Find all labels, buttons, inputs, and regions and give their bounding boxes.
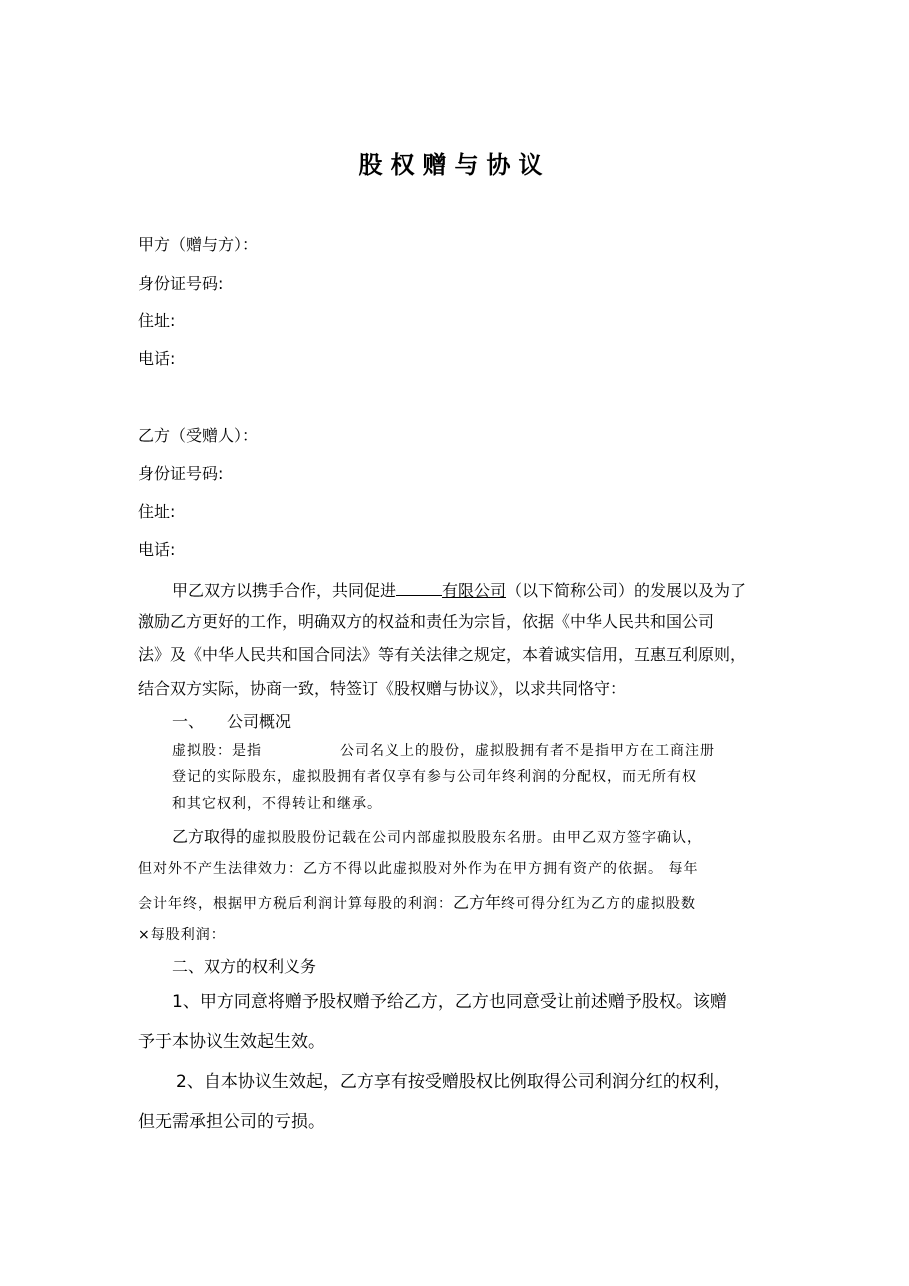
- section-1-para-2-line-3-end: 终可得分红为乙方的虚拟股数: [501, 896, 697, 912]
- section-2-item-1-line-1: 1、甲方同意将赠予股权赠予给乙方，乙方也同意受让前述赠予股权。该赠: [172, 992, 727, 1012]
- virtual-share-definition-rest: 公司名义上的股份，虚拟股拥有者不是指甲方在工商注册: [340, 743, 715, 759]
- virtual-share-definition-line-2: 登记的实际股东，虚拟股拥有者仅享有参与公司年终利润的分配权，而无所有权: [172, 769, 697, 785]
- party-a-phone-label: 电话:: [138, 349, 176, 368]
- preamble-line-1-end: （以下简称公司）的发展以及为了: [506, 581, 747, 600]
- party-b-heading: 乙方（受赠人）：: [138, 426, 259, 445]
- preamble-line-1: [172, 580, 746, 599]
- party-b-phone-label: 电话:: [138, 540, 176, 559]
- document-title: 股权赠与协议: [358, 151, 551, 179]
- party-b-address-label: 住址:: [138, 502, 176, 521]
- party-a-id-label: 身份证号码:: [138, 274, 224, 293]
- virtual-share-definition-start: 虚拟股：是指: [172, 743, 262, 759]
- party-a-address-label: 住址:: [138, 311, 176, 330]
- party-b-id-label: 身份证号码:: [138, 464, 224, 483]
- preamble-line-4: 结合双方实际，协商一致，特签订《股权赠与协议》，以求共同恪守：: [138, 679, 627, 698]
- virtual-share-definition-line-3: 和其它权利，不得转让和继承。: [172, 796, 382, 812]
- company-name-blank: [396, 580, 442, 596]
- preamble-line-2: 激励乙方更好的工作，明确双方的权益和责任为宗旨，依据《中华人民共和国公司: [138, 612, 715, 631]
- preamble-line-3: 法》及《中华人民共和国合同法》等有关法律之规定，本着诚实信用，互惠互利原则，: [138, 645, 747, 664]
- section-1-number: 一、: [172, 712, 205, 731]
- section-1-para-2-line-1: [172, 829, 702, 845]
- section-1-para-2-line-2: 但对外不产生法律效力：乙方不得以此虚拟股对外作为在甲方拥有资产的依据。 每年: [138, 861, 699, 877]
- section-1-para-2-line-4: ×每股利润：: [138, 927, 226, 943]
- section-1-para-2-line-3: [138, 895, 696, 911]
- section-2-item-1-line-2: 予于本协议生效起生效。: [138, 1032, 325, 1052]
- section-1-para-2-line-3-start: 会计年终，根据甲方税后利润计算每股的利润：: [138, 896, 453, 912]
- section-2-heading: 二、双方的权利义务: [172, 957, 317, 976]
- section-1-para-2-line-1-rest: 虚拟股股份记载在公司内部虚拟股股东名册。由甲乙双方签字确认，: [252, 830, 703, 846]
- section-2-item-2-line-2: 但无需承担公司的亏损。: [138, 1112, 325, 1132]
- section-1-para-2-lead: 乙方取得的: [172, 827, 253, 846]
- party-a-heading: 甲方（赠与方）：: [138, 235, 259, 254]
- section-1-heading: 公司概况: [227, 712, 292, 731]
- section-2-item-2-line-1: 2、自本协议生效起，乙方享有按受赠股权比例取得公司利润分红的权利，: [176, 1072, 731, 1092]
- section-1-para-2-line-3-mid: 乙方年: [453, 893, 502, 912]
- company-name-suffix: 有限公司: [442, 581, 507, 600]
- preamble-line-1-start: 甲乙双方以携手合作，共同促进: [172, 581, 397, 600]
